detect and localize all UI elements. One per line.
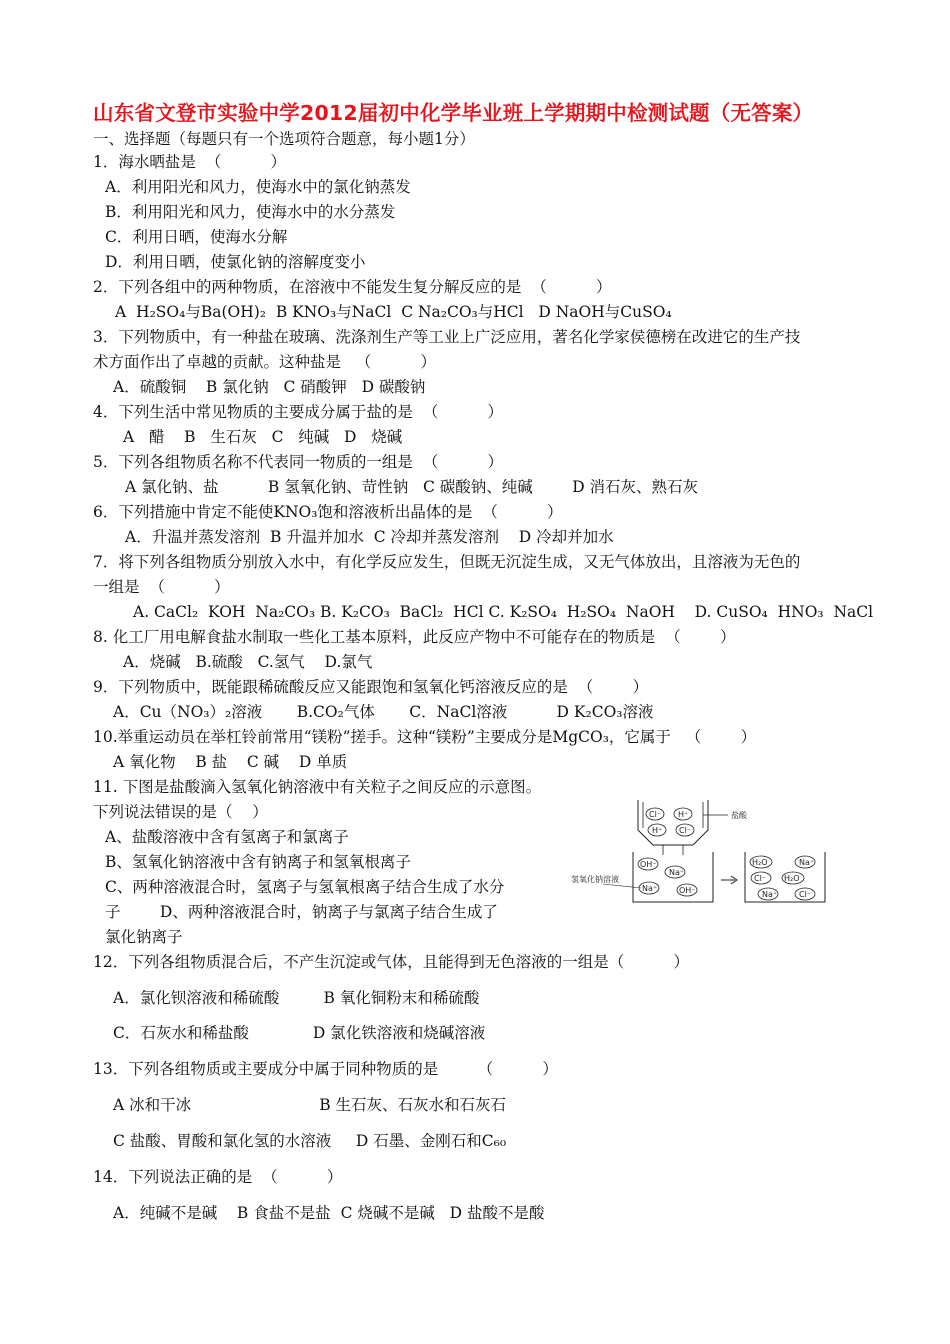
text-line: 子 D、两种溶液混合时，钠离子与氯离子结合生成了 [105,903,498,921]
ion-right-4: Na⁺ [762,890,778,899]
label-hcl: 盐酸 [731,811,747,820]
text-line: A．纯碱不是碱 B 食盐不是盐 C 烧碱不是碱 D 盐酸不是酸 [113,1204,545,1222]
text-line: A．Cu（NO₃）₂溶液 B.CO₂气体 C．NaCl溶液 D K₂CO₃溶液 [113,703,654,721]
label-naoh: 氢氧化钠溶液 [571,875,619,884]
ion-right-1: Na⁺ [799,858,815,867]
ion-left-2: Na⁺ [642,884,658,893]
ion-top-0: Cl⁻ [649,810,662,819]
text-line: C．利用日晒，使海水分解 [105,228,288,246]
text-line: 13．下列各组物质或主要成分中属于同种物质的是 （ ） [93,1060,558,1078]
text-line: 9．下列物质中，既能跟稀硫酸反应又能跟饱和氢氧化钙溶液反应的是 （ ） [93,678,649,696]
text-line: 12．下列各组物质混合后，不产生沉淀或气体，且能得到无色溶液的一组是（ ） [93,953,689,971]
text-line: 术方面作出了卓越的贡献。这种盐是 （ ） [93,353,437,371]
text-line: C、两种溶液混合时，氢离子与氢氧根离子结合生成了水分 [105,878,505,896]
acid-container [638,800,708,845]
text-line: B、氢氧化钠溶液中含有钠离子和氢氧根离子 [105,853,411,871]
arrow-icon [721,876,737,884]
text-line: A H₂SO₄与Ba(OH)₂ B KNO₃与NaCl C Na₂CO₃与HCl D NaOH与CuSO₄ [115,303,672,321]
ion-top-2: H⁺ [652,826,663,835]
text-line: C．石灰水和稀盐酸 D 氯化铁溶液和烧碱溶液 [113,1024,486,1042]
text-line: 4．下列生活中常见物质的主要成分属于盐的是 （ ） [93,403,503,421]
text-line: 7．将下列各组物质分别放入水中，有化学反应发生，但既无沉淀生成，又无气体放出，且溶液为无色的 [93,553,801,571]
text-line: 8. 化工厂用电解食盐水制取一些化工基本原料，此反应产物中不可能存在的物质是 （ ） [93,628,736,646]
text-line: 1．海水晒盐是 （ ） [93,153,286,171]
ion-left-3: OH⁻ [679,886,696,895]
ion-top-3: Cl⁻ [679,826,692,835]
text-line: B．利用阳光和风力，使海水中的水分蒸发 [105,203,396,221]
text-line: 下列说法错误的是（ ） [93,803,268,821]
reaction-diagram [563,800,863,910]
ion-top-1: H⁺ [678,810,689,819]
text-line: 氯化钠离子 [105,928,183,946]
text-line: 11. 下图是盐酸滴入氢氧化钠溶液中有关粒子之间反应的示意图。 [93,778,542,796]
ion-right-2: Cl⁻ [754,874,767,883]
text-line: A 冰和干冰 B 生石灰、石灰水和石灰石 [113,1096,507,1114]
text-line: D．利用日晒，使氯化钠的溶解度变小 [105,253,366,271]
ion-left-0: OH⁻ [640,860,657,869]
text-line: A、盐酸溶液中含有氢离子和氯离子 [105,828,349,846]
text-line: A．利用阳光和风力，使海水中的氯化钠蒸发 [105,178,411,196]
text-line: 10.举重运动员在举杠铃前常用“镁粉”搓手。这种“镁粉”主要成分是MgCO₃，它属于 （ ） [93,728,757,746]
text-line: 14．下列说法正确的是 （ ） [93,1168,343,1186]
ion-right-0: H₂O [752,858,768,867]
ion-right-5: Cl⁻ [799,890,812,899]
text-line: A. CaCl₂ KOH Na₂CO₃ B. K₂CO₃ BaCl₂ HCl C. K₂SO₄ H₂SO₄ NaOH D. CuSO₄ HNO₃ NaCl [133,603,874,621]
text-line: 5．下列各组物质名称不代表同一物质的一组是 （ ） [93,453,503,471]
text-line: A．烧碱 B.硫酸 C.氢气 D.氯气 [123,653,373,671]
text-line: 2．下列各组中的两种物质，在溶液中不能发生复分解反应的是 （ ） [93,278,612,296]
text-line: A．硫酸铜 B 氯化钠 C 硝酸钾 D 碳酸钠 [113,378,426,396]
text-line: A．氯化钡溶液和稀硫酸 B 氧化铜粉末和稀硫酸 [113,989,480,1007]
text-line: A．升温并蒸发溶剂 B 升温并加水 C 冷却并蒸发溶剂 D 冷却并加水 [125,528,614,546]
exam-title: 山东省文登市实验中学2012届初中化学毕业班上学期期中检测试题（无答案） [93,101,814,125]
ion-left-1: Na⁺ [669,868,685,877]
text-line: 一、选择题（每题只有一个选项符合题意，每小题1分） [93,130,475,148]
ion-right-3: H₂O [784,874,800,883]
text-line: 一组是 （ ） [93,578,230,596]
text-line: A 氧化物 B 盐 C 碱 D 单质 [113,753,348,771]
text-line: C 盐酸、胃酸和氯化氢的水溶液 D 石墨、金刚石和C₆₀ [113,1132,507,1150]
text-line: A 醋 B 生石灰 C 纯碱 D 烧碱 [123,428,403,446]
text-line: A 氯化钠、盐 B 氢氧化钠、苛性钠 C 碳酸钠、纯碱 D 消石灰、熟石灰 [125,478,699,496]
text-line: 6．下列措施中肯定不能使KNO₃饱和溶液析出晶体的是 （ ） [93,503,563,521]
text-line: 3．下列物质中，有一种盐在玻璃、洗涤剂生产等工业上广泛应用，著名化学家侯德榜在改进它的生产技 [93,328,801,346]
